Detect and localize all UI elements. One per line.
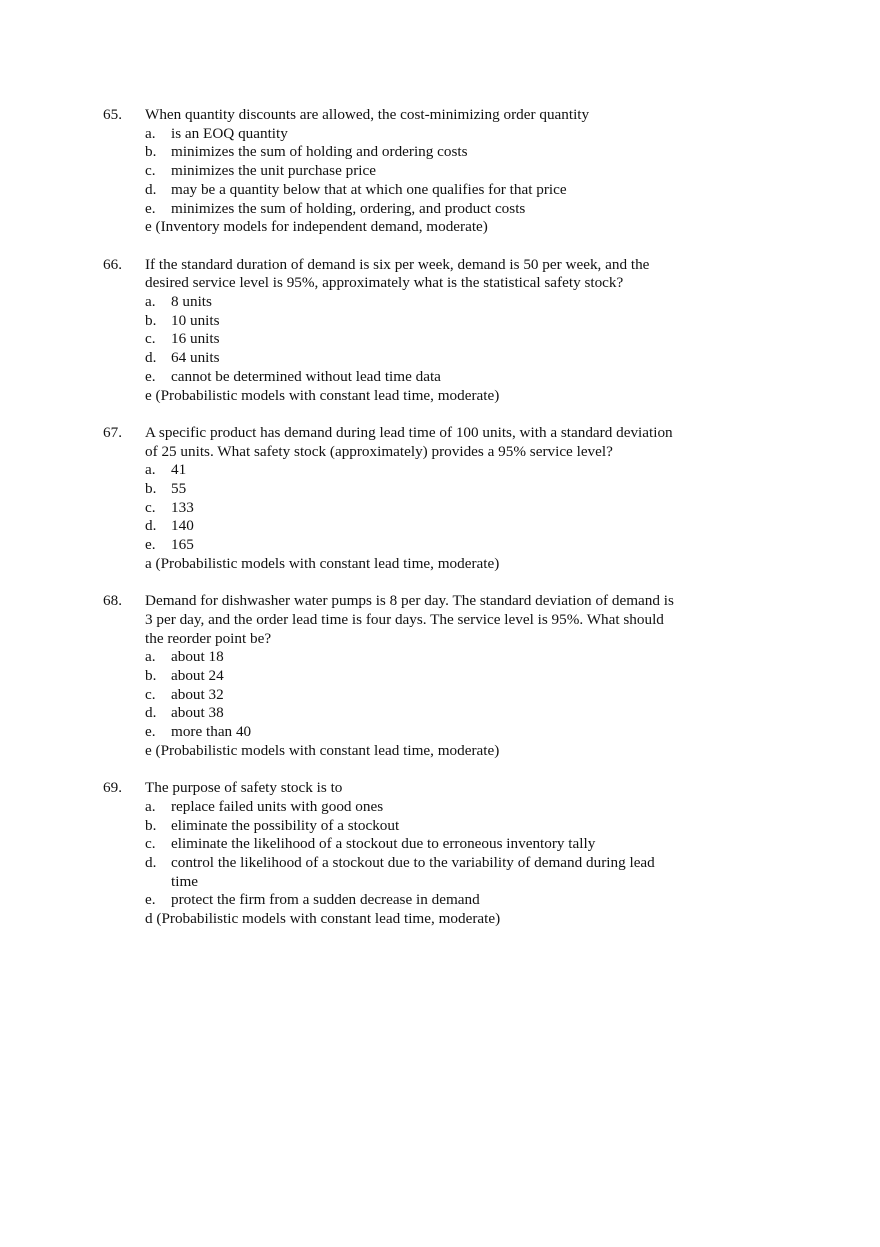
- option-letter: a.: [145, 797, 156, 815]
- option-letter: e.: [145, 891, 156, 909]
- option-letter: d.: [145, 180, 157, 198]
- option-letter: d.: [145, 704, 157, 722]
- option-d: [145, 854, 685, 891]
- option-letter: d.: [145, 349, 157, 367]
- option-a: [145, 461, 685, 480]
- option-b: [145, 667, 685, 686]
- option-c: [145, 686, 685, 705]
- option-a: [145, 293, 685, 312]
- option-text: protect the firm from a sudden decrease in demand: [171, 891, 480, 909]
- option-c: [145, 499, 685, 518]
- option-letter: c.: [145, 498, 156, 516]
- option-text: 55: [171, 480, 187, 498]
- option-text: 16 units: [171, 330, 220, 348]
- option-text: is an EOQ quantity: [171, 124, 288, 142]
- question-number: 67.: [103, 423, 122, 441]
- option-letter: a.: [145, 461, 156, 479]
- option-text: 140: [171, 517, 194, 535]
- question-text: The purpose of safety stock is to: [145, 779, 343, 797]
- option-a: [145, 648, 685, 667]
- option-letter: c.: [145, 835, 156, 853]
- option-letter: e.: [145, 199, 156, 217]
- option-letter: c.: [145, 685, 156, 703]
- option-d: [145, 704, 685, 723]
- question-number: 65.: [103, 106, 122, 123]
- option-text: cannot be determined without lead time data: [171, 367, 441, 385]
- option-letter: b.: [145, 667, 157, 685]
- answer-key: a (Probabilistic models with constant lead time, moderate): [145, 554, 500, 572]
- option-letter: a.: [145, 648, 156, 666]
- option-e: [145, 723, 685, 742]
- question-66: [0, 256, 880, 406]
- option-text: replace failed units with good ones: [171, 797, 384, 815]
- option-letter: b.: [145, 143, 157, 161]
- option-e: [145, 368, 685, 387]
- question-body: [145, 779, 685, 929]
- question-65: [0, 106, 880, 237]
- question-body: [145, 256, 685, 406]
- option-text: control the likelihood of a stockout due to the variability of demand during lead time: [171, 854, 655, 890]
- option-a: [145, 125, 685, 144]
- option-b: [145, 817, 685, 836]
- option-text: 64 units: [171, 349, 220, 367]
- option-text: 133: [171, 498, 194, 516]
- option-text: 10 units: [171, 311, 220, 329]
- question-body: [145, 424, 685, 574]
- option-letter: e.: [145, 367, 156, 385]
- option-text: about 32: [171, 685, 224, 703]
- option-text: eliminate the likelihood of a stockout due to erroneous inventory tally: [171, 835, 596, 853]
- option-letter: e.: [145, 723, 156, 741]
- option-text: 165: [171, 536, 194, 554]
- option-letter: e.: [145, 536, 156, 554]
- option-letter: d.: [145, 517, 157, 535]
- question-68: [0, 592, 880, 760]
- question-67: [0, 424, 880, 574]
- question-69: [0, 779, 880, 929]
- option-text: minimizes the sum of holding and ordering costs: [171, 143, 468, 161]
- question-number: 68.: [103, 592, 122, 610]
- question-body: [145, 106, 685, 237]
- question-text: A specific product has demand during lead time of 100 units, with a standard deviation of 25 units. What safety stock (approximately) provides a 95% service level?: [145, 423, 673, 460]
- option-text: minimizes the unit purchase price: [171, 162, 376, 180]
- answer-key: e (Probabilistic models with constant lead time, moderate): [145, 386, 500, 404]
- option-text: about 24: [171, 667, 224, 685]
- option-letter: c.: [145, 162, 156, 180]
- question-text: If the standard duration of demand is six per week, demand is 50 per week, and the desired service level is 95%, approximately what is the statistical safety stock?: [145, 255, 650, 292]
- option-letter: c.: [145, 330, 156, 348]
- question-number: 69.: [103, 779, 122, 797]
- option-text: 41: [171, 461, 187, 479]
- option-text: about 18: [171, 648, 224, 666]
- question-body: [145, 592, 685, 760]
- option-text: 8 units: [171, 293, 212, 311]
- option-b: [145, 480, 685, 499]
- option-e: [145, 536, 685, 555]
- option-text: eliminate the possibility of a stockout: [171, 816, 400, 834]
- option-c: [145, 835, 685, 854]
- option-b: [145, 312, 685, 331]
- question-text: Demand for dishwasher water pumps is 8 per day. The standard deviation of demand is 3 per day, and the order lead time is four days. The service level is 95%. What should the reorder point be?: [145, 592, 674, 647]
- option-text: about 38: [171, 704, 224, 722]
- option-letter: a.: [145, 124, 156, 142]
- option-b: [145, 143, 685, 162]
- option-d: [145, 181, 685, 200]
- option-e: [145, 891, 685, 910]
- question-number: 66.: [103, 255, 122, 273]
- option-c: [145, 162, 685, 181]
- option-e: [145, 200, 685, 219]
- option-letter: b.: [145, 311, 157, 329]
- option-letter: b.: [145, 816, 157, 834]
- option-text: may be a quantity below that at which one qualifies for that price: [171, 180, 567, 198]
- answer-key: d (Probabilistic models with constant lead time, moderate): [145, 910, 501, 928]
- answer-key: e (Inventory models for independent demand, moderate): [145, 218, 488, 236]
- option-letter: d.: [145, 854, 157, 872]
- question-text: When quantity discounts are allowed, the cost-minimizing order quantity: [145, 106, 590, 123]
- option-text: minimizes the sum of holding, ordering, and product costs: [171, 199, 526, 217]
- option-a: [145, 798, 685, 817]
- option-letter: b.: [145, 480, 157, 498]
- option-c: [145, 330, 685, 349]
- document-page: [0, 106, 880, 948]
- option-text: more than 40: [171, 723, 252, 741]
- option-letter: a.: [145, 293, 156, 311]
- answer-key: e (Probabilistic models with constant lead time, moderate): [145, 741, 500, 759]
- option-d: [145, 517, 685, 536]
- option-d: [145, 349, 685, 368]
